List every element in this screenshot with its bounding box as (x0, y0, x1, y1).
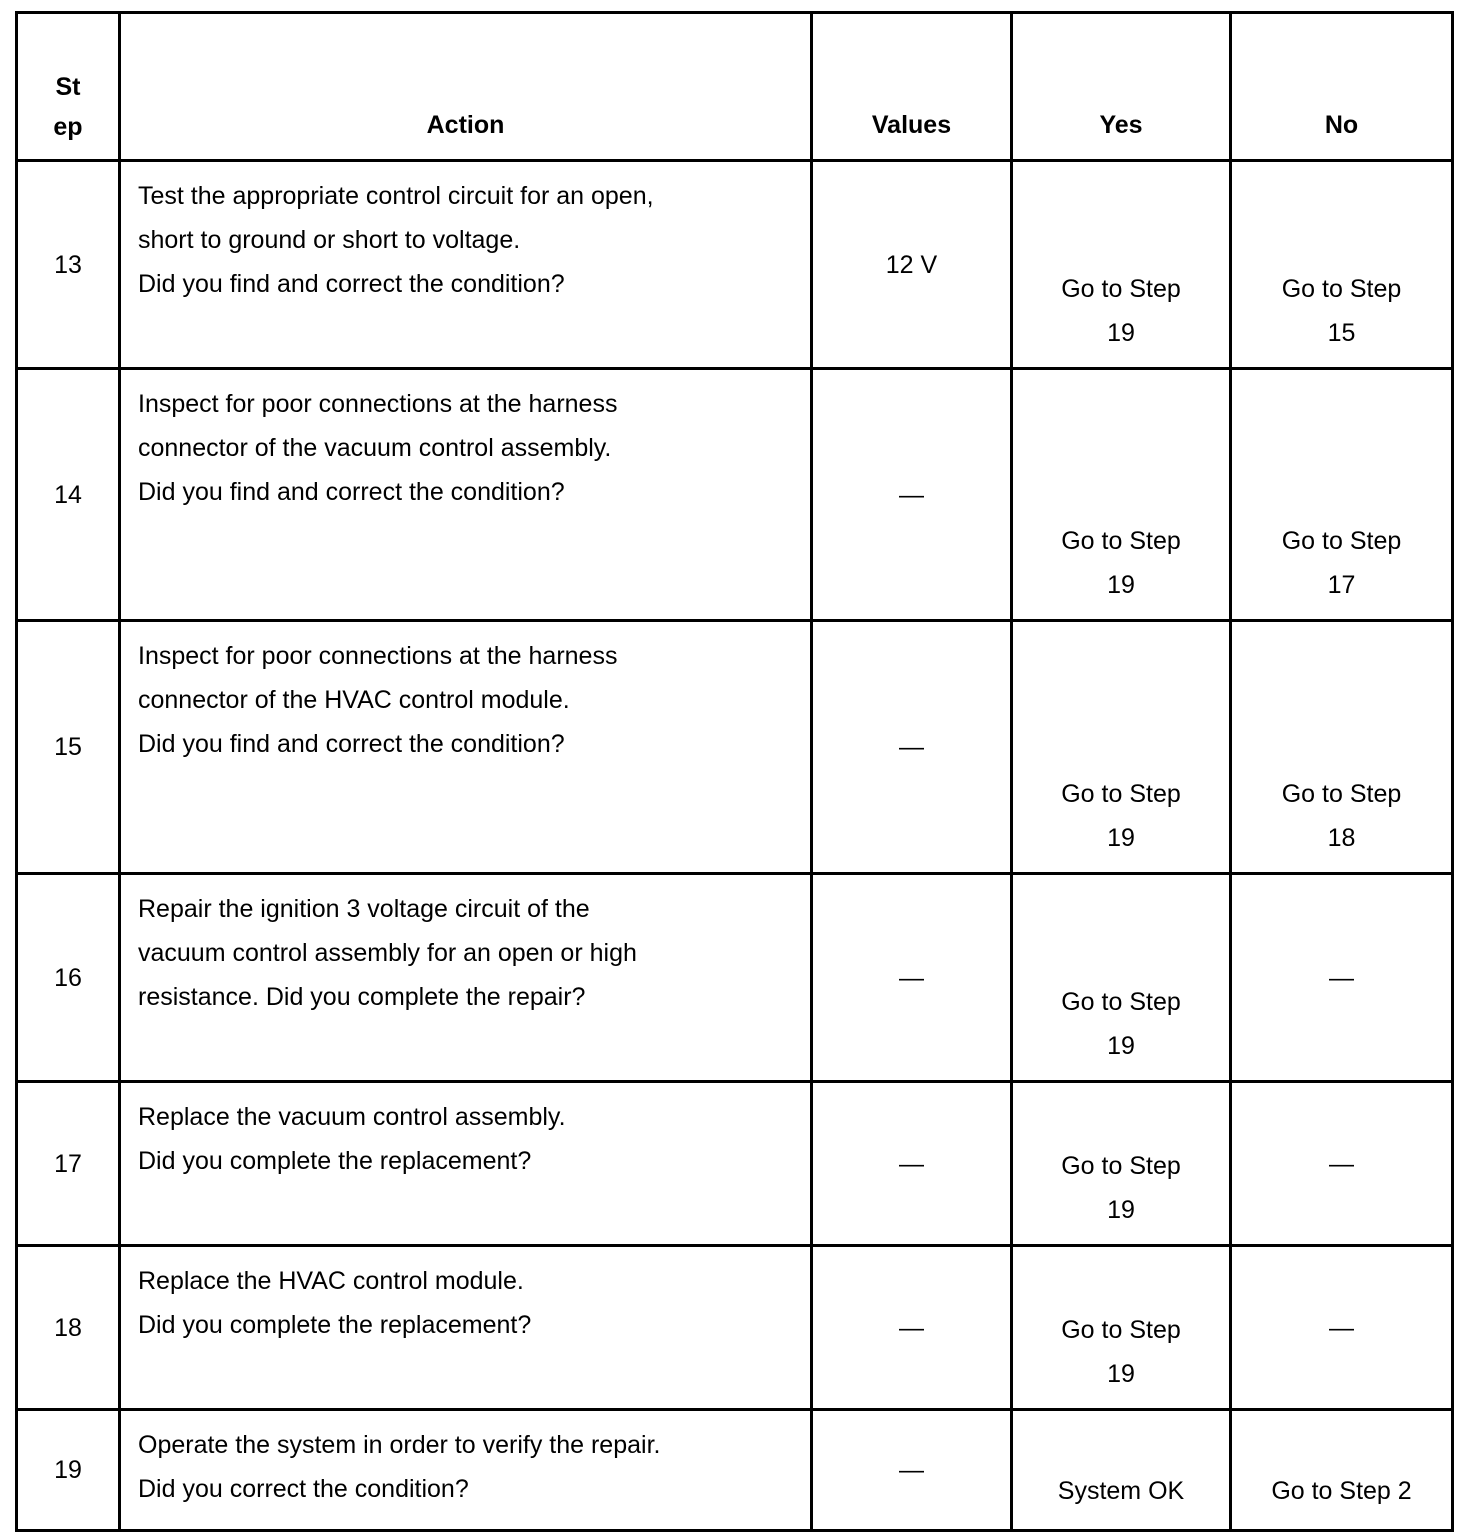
yes-line: Go to Step (1061, 275, 1181, 303)
table-row (17, 369, 1453, 621)
action-line: Inspect for poor connections at the harness (138, 642, 618, 670)
value-cell: — (812, 1246, 1012, 1410)
step-number: 14 (17, 369, 120, 621)
value-cell: — (812, 1082, 1012, 1246)
header-step-line2: ep (53, 113, 83, 141)
no-line: Go to Step (1281, 527, 1402, 555)
action-line: Did you complete the replacement? (138, 1311, 532, 1339)
yes-line: Go to Step (1061, 527, 1181, 555)
yes-cell (1012, 369, 1231, 621)
action-line: Did you find and correct the condition? (138, 270, 565, 298)
action-line: Repair the ignition 3 voltage circuit of the (138, 895, 590, 923)
value-cell: — (812, 369, 1012, 621)
yes-line: 19 (1107, 319, 1135, 347)
yes-cell (1012, 161, 1231, 369)
no-cell (1231, 369, 1453, 621)
table-row (17, 1410, 1453, 1531)
yes-cell (1012, 621, 1231, 874)
action-cell (120, 369, 812, 621)
step-number: 15 (17, 621, 120, 874)
action-line: short to ground or short to voltage. (138, 226, 521, 254)
yes-line: 19 (1107, 1196, 1135, 1224)
header-no: No (1231, 13, 1453, 161)
no-cell (1231, 1246, 1453, 1410)
no-line: 18 (1327, 824, 1356, 852)
no-line: — (1329, 963, 1354, 992)
step-number: 17 (17, 1082, 120, 1246)
header-values: Values (812, 13, 1012, 161)
action-cell (120, 621, 812, 874)
diagnostic-table (15, 11, 1454, 1532)
no-line: Go to Step (1281, 780, 1402, 808)
yes-line: Go to Step (1061, 1316, 1181, 1344)
action-line: Operate the system in order to verify the repair. (138, 1431, 661, 1459)
yes-line: 19 (1107, 824, 1135, 852)
table-row (17, 874, 1453, 1082)
table-row (17, 1082, 1453, 1246)
yes-line: 19 (1107, 1032, 1135, 1060)
action-line: Did you correct the condition? (138, 1475, 469, 1503)
action-cell (120, 1082, 812, 1246)
action-line: Replace the vacuum control assembly. (138, 1103, 566, 1131)
action-line: Inspect for poor connections at the harness (138, 390, 618, 418)
action-line: Did you find and correct the condition? (138, 478, 565, 506)
yes-line: Go to Step (1061, 1152, 1181, 1180)
action-cell (120, 1410, 812, 1531)
yes-cell (1012, 874, 1231, 1082)
action-line: Did you complete the replacement? (138, 1147, 532, 1175)
action-line: connector of the HVAC control module. (138, 686, 570, 714)
yes-line: 19 (1107, 1360, 1135, 1388)
table-row (17, 1246, 1453, 1410)
header-yes: Yes (1012, 13, 1231, 161)
step-number: 19 (17, 1410, 120, 1531)
action-line: resistance. Did you complete the repair? (138, 983, 586, 1011)
no-line: 17 (1327, 571, 1356, 599)
no-line: Go to Step (1281, 275, 1402, 303)
no-line: — (1329, 1313, 1354, 1342)
header-action: Action (120, 13, 812, 161)
yes-line: 19 (1107, 571, 1135, 599)
no-line: Go to Step 2 (1271, 1477, 1412, 1505)
no-cell (1231, 874, 1453, 1082)
no-cell (1231, 1410, 1453, 1531)
no-cell (1231, 161, 1453, 369)
table-row (17, 161, 1453, 369)
header-step-line1: St (55, 73, 81, 101)
yes-line: Go to Step (1061, 988, 1181, 1016)
yes-line: System OK (1057, 1477, 1185, 1505)
step-number: 18 (17, 1246, 120, 1410)
action-cell (120, 161, 812, 369)
yes-cell (1012, 1246, 1231, 1410)
yes-cell (1012, 1082, 1231, 1246)
action-line: connector of the vacuum control assembly. (138, 434, 612, 462)
value-cell: 12 V (812, 161, 1012, 369)
step-number: 16 (17, 874, 120, 1082)
value-cell: — (812, 621, 1012, 874)
yes-line: Go to Step (1061, 780, 1181, 808)
no-line: — (1329, 1149, 1354, 1178)
action-line: Did you find and correct the condition? (138, 730, 565, 758)
header-row (17, 13, 1453, 161)
value-cell: — (812, 874, 1012, 1082)
action-line: Test the appropriate control circuit for an open, (138, 182, 654, 210)
action-cell (120, 874, 812, 1082)
action-cell (120, 1246, 812, 1410)
no-cell (1231, 1082, 1453, 1246)
no-cell (1231, 621, 1453, 874)
action-line: Replace the HVAC control module. (138, 1267, 524, 1295)
action-line: vacuum control assembly for an open or high (138, 939, 637, 967)
step-number: 13 (17, 161, 120, 369)
header-step (17, 13, 120, 161)
yes-cell (1012, 1410, 1231, 1531)
table-row (17, 621, 1453, 874)
no-line: 15 (1327, 319, 1356, 347)
value-cell: — (812, 1410, 1012, 1531)
